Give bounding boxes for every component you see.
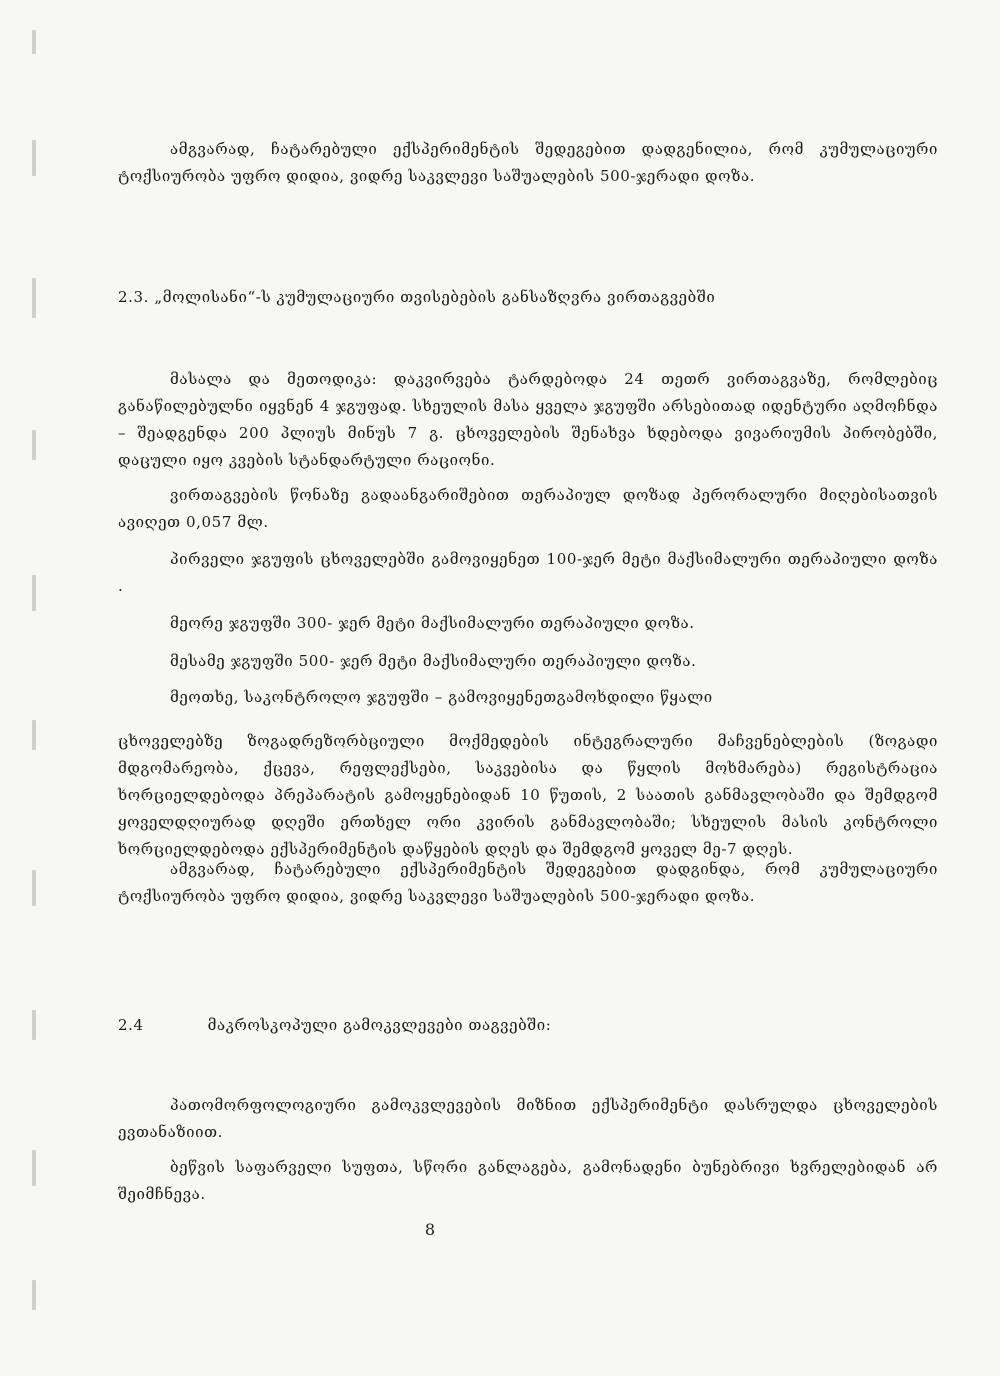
binding-mark bbox=[32, 1280, 36, 1310]
paragraph-observation: ცხოველებზე ზოგადრეზორბციული მოქმედების ინტეგრალური მაჩვენებლების (ზოგადი მდგომარეობა, ქცევა, რეფლექსები, საკვებისა და წყლის მოხმარება) რეგისტრაცია ხორციელდებოდა პრეპარატის გამოყენებიდან 10 წუთის, 2 საათის განმავლობაში და შემდგომ ყოველდღიურად დღეში ერთხელ ორი კვირის განმავლობაში; სხეულის მასის კონტროლი ხორციელდებოდა ექსპერიმენტის დაწყების დღეს და შემდგომ ყოველ მე-7 დღეს. bbox=[118, 732, 938, 858]
paragraph-fur-observation: ბეწვის საფარველი სუფთა, სწორი განლაგება, გამონადენი ბუნებრივი ხვრელებიდან არ შეიმჩნევა. bbox=[118, 1158, 938, 1203]
binding-mark bbox=[32, 870, 36, 906]
binding-mark bbox=[32, 430, 36, 460]
paragraph-methods: მასალა და მეთოდიკა: დაკვირვება ტარდებოდა 24 თეთრ ვირთაგვაზე, რომლებიც განაწილებულნი იყვნენ 4 ჯგუფად. სხეულის მასა ყველა ჯგუფში არსებითად იდენტური აღმოჩნდა – შეადგენდა 200 პლიუს მინუს 7 გ. ცხოველების შენახვა ხდებოდა ვივარიუმის პირობებში, დაცული იყო კვების სტანდარტული რაციონი. bbox=[118, 370, 938, 469]
paragraph-group-1: პირველი ჯგუფის ცხოველებში გამოვიყენეთ 100-ჯერ მეტი მაქსიმალური თერაპიული დოზა . bbox=[118, 550, 938, 595]
section-heading-2-4 bbox=[118, 1014, 551, 1036]
binding-mark bbox=[32, 1010, 36, 1040]
page-number: 8 bbox=[424, 1220, 436, 1239]
binding-mark bbox=[32, 1150, 36, 1186]
paragraph-group-3: მესამე ჯგუფში 500- ჯერ მეტი მაქსიმალური თერაპიული დოზა. bbox=[170, 652, 697, 670]
section-number: 2.4 bbox=[118, 1016, 144, 1034]
paragraph-conclusion-2: ამგვარად, ჩატარებული ექსპერიმენტის შედეგებით დადგინდა, რომ კუმულაციური ტოქსიურობა უფრო დიდია, ვიდრე საკვლევი საშუალების 500-ჯერადი დოზა. bbox=[118, 860, 938, 905]
binding-mark bbox=[32, 720, 36, 750]
paragraph-pathomorphology: პათომორფოლოგიური გამოკვლევების მიზნით ექსპერიმენტი დასრულდა ცხოველების ევთანაზიით. bbox=[118, 1096, 938, 1141]
section-title: მაკროსკოპული გამოკვლევები თაგვებში: bbox=[207, 1016, 552, 1034]
binding-mark bbox=[32, 278, 36, 318]
paragraph-group-4: მეოთხე, საკონტროლო ჯგუფში – გამოვიყენეთგამოხდილი წყალი bbox=[170, 688, 713, 706]
binding-mark bbox=[32, 30, 36, 54]
paragraph-dose-calculation: ვირთაგვების წონაზე გადაანგარიშებით თერაპიულ დოზად პერორალური მიღებისათვის ავიღეთ 0,057 მლ. bbox=[118, 486, 938, 531]
section-heading-2-3: 2.3. „მოლისანი“-ს კუმულაციური თვისებების განსაზღვრა ვირთაგვებში bbox=[118, 288, 716, 306]
paragraph-conclusion-1: ამგვარად, ჩატარებული ექსპერიმენტის შედეგებით დადგენილია, რომ კუმულაციური ტოქსიურობა უფრო დიდია, ვიდრე საკვლევი საშუალების 500-ჯერადი დოზა. bbox=[118, 140, 938, 185]
binding-mark bbox=[32, 140, 36, 176]
binding-mark bbox=[32, 575, 36, 611]
paragraph-group-2: მეორე ჯგუფში 300- ჯერ მეტი მაქსიმალური თერაპიული დოზა. bbox=[170, 614, 695, 632]
